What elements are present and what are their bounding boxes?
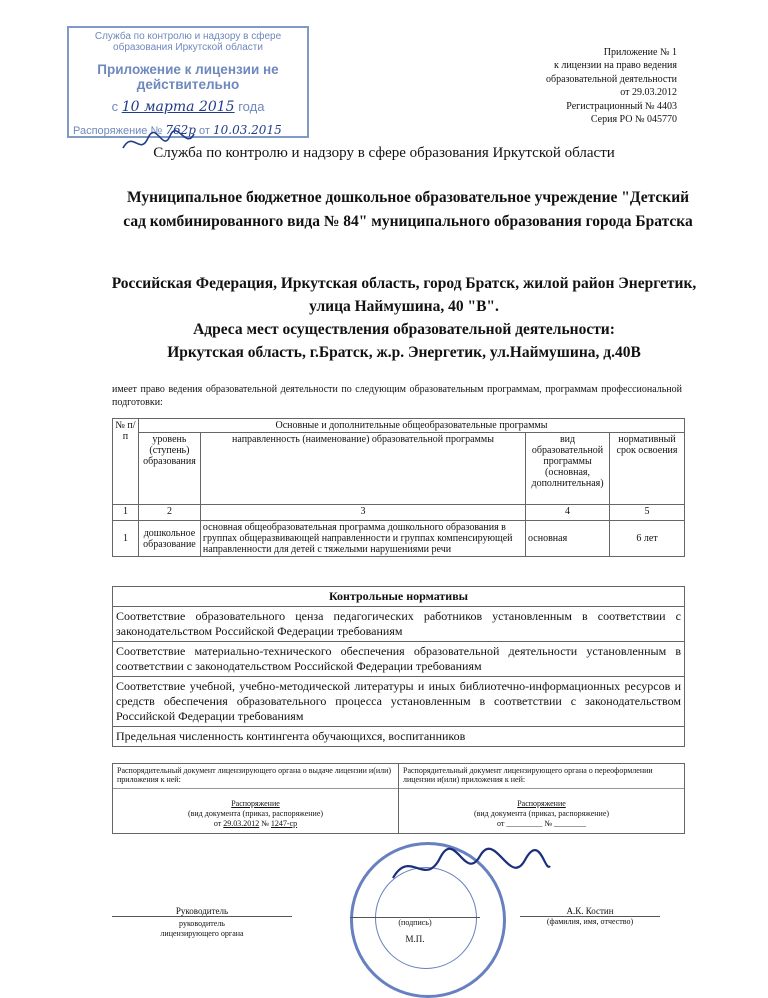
row-direction: основная общеобразовательная программа дошкольного образования в группах общеразвивающей направленности и группах компенсирующей направленности для детей с тяжелыми нарушениями речи [200, 521, 525, 557]
stamp-order-prefix: Распоряжение № [73, 125, 163, 137]
signatory-role-block [112, 906, 292, 939]
issue-date-prefix: от [213, 819, 222, 828]
address-block [110, 272, 698, 364]
control-item: Соответствие учебной, учебно-методической литературы и иных библиотечно-информационных ресурсов и средств обеспечения образовательного процесса установленным в соответствии с законодательством Российской Федерации требованиям [113, 677, 685, 727]
col-number: 1 [113, 505, 139, 521]
program-table [112, 418, 685, 557]
issue-num-prefix: № [261, 819, 269, 828]
intro-text: имеет право ведения образовательной деятельности по следующим образовательным программам, программам профессиональной подготовки: [112, 384, 682, 408]
issue-num: 1247-ср [270, 819, 298, 828]
signatory-role: Руководитель [112, 906, 292, 917]
stamp-order-mid: от [199, 125, 210, 137]
stamp-date: 10 марта 2015 [121, 99, 235, 115]
appendix-date: от 29.03.2012 [620, 87, 677, 99]
appendix-line: образовательной деятельности [546, 73, 677, 85]
signatory-name: А.К. Костин [520, 906, 660, 917]
agency-title: Служба по контролю и надзору в сфере образования Иркутской области [153, 145, 615, 161]
issue-date: 29.03.2012 [223, 819, 260, 828]
registration-number: Регистрационный № 4403 [566, 100, 677, 112]
places-title: Адреса мест осуществления образовательной деятельности: [193, 321, 615, 338]
issue-document-type: Распоряжение [231, 799, 280, 808]
control-item: Соответствие образовательного ценза педагогических работников установленным в соответствии с законодательством Российской Федерации требованиям [113, 607, 685, 642]
col-direction-header: направленность (наименование) образовательной программы [200, 433, 525, 505]
stamp-notice: Приложение к лицензии не действительно [97, 62, 279, 92]
signature-line-block [350, 906, 480, 944]
col-kind-header: вид образовательной программы (основная, дополнительная) [526, 433, 610, 505]
documents-table [112, 763, 685, 834]
col-level-header: уровень (ступень) образования [138, 433, 200, 505]
appendix-header [546, 46, 677, 126]
issue-document-cell [113, 764, 399, 834]
group-header: Основные и дополнительные общеобразовательные программы [138, 419, 684, 433]
control-norms-table [112, 586, 685, 747]
stamp-agency: Служба по контролю и надзору в сфере образования Иркутской области [94, 31, 282, 53]
col-number: 5 [610, 505, 685, 521]
handwritten-signature [385, 838, 555, 898]
reissue-document-cell [399, 764, 685, 834]
col-number: 4 [526, 505, 610, 521]
series-number: Серия РО № 045770 [590, 114, 677, 126]
control-item: Предельная численность контингента обучающихся, воспитанников [113, 727, 685, 747]
row-term: 6 лет [610, 521, 685, 557]
control-title: Контрольные нормативы [113, 587, 685, 607]
stamp-date-prefix: с [111, 99, 119, 114]
stamp-date-line [69, 99, 307, 115]
stamp-date-suffix: года [238, 99, 265, 114]
signatory-name-block [520, 906, 660, 927]
signatory-role-caption: руководитель лицензирующего органа [160, 919, 244, 938]
stamp-order-num: 762р [165, 123, 196, 137]
col-term-header: нормативный срок освоения [610, 433, 685, 505]
reissue-document-type: Распоряжение [517, 799, 566, 808]
signature-line [350, 906, 480, 918]
legal-address: Российская Федерация, Иркутская область, город Братск, жилой район Энергетик, улица Наймушина, 40 "В". [111, 275, 697, 315]
issue-document-title: Распорядительный документ лицензирующего органа о выдаче лицензии и(или) приложения к ней: [117, 766, 392, 784]
appendix-number: Приложение № 1 [603, 47, 677, 58]
table-row [113, 521, 685, 557]
row-no: 1 [113, 521, 139, 557]
reissue-document-type-caption: (вид документа (приказ, распоряжение) [473, 809, 610, 818]
row-kind: основная [526, 521, 610, 557]
appendix-line: к лицензии на право ведения [553, 60, 677, 72]
issue-document-date [117, 819, 394, 829]
col-number: 2 [138, 505, 200, 521]
reissue-document-date: от _________ № ________ [496, 819, 587, 828]
invalidation-stamp [67, 26, 309, 138]
reissue-document-title: Распорядительный документ лицензирующего органа о переоформлении лицензии и(или) приложения к ней: [403, 766, 653, 784]
places-value: Иркутская область, г.Братск, ж.р. Энергетик, ул.Наймушина, д.40В [167, 344, 641, 361]
signatory-name-caption: (фамилия, имя, отчество) [546, 917, 634, 926]
mp-label: М.П. [405, 934, 425, 944]
stamp-order-date: 10.03.2015 [213, 123, 282, 137]
col-no-header: № п/п [113, 419, 139, 505]
organization-name: Муниципальное бюджетное дошкольное образовательное учреждение "Детский сад комбинированного вида № 84" муниципального образования города Братска [123, 189, 693, 230]
signature-caption: (подпись) [398, 918, 432, 927]
col-number: 3 [200, 505, 525, 521]
control-item: Соответствие материально-технического обеспечения образовательной деятельности установленным в соответствии с законодательством Российской Федерации требованиям [113, 642, 685, 677]
row-level: дошкольное образование [138, 521, 200, 557]
issue-document-type-caption: (вид документа (приказ, распоряжение) [187, 809, 324, 818]
